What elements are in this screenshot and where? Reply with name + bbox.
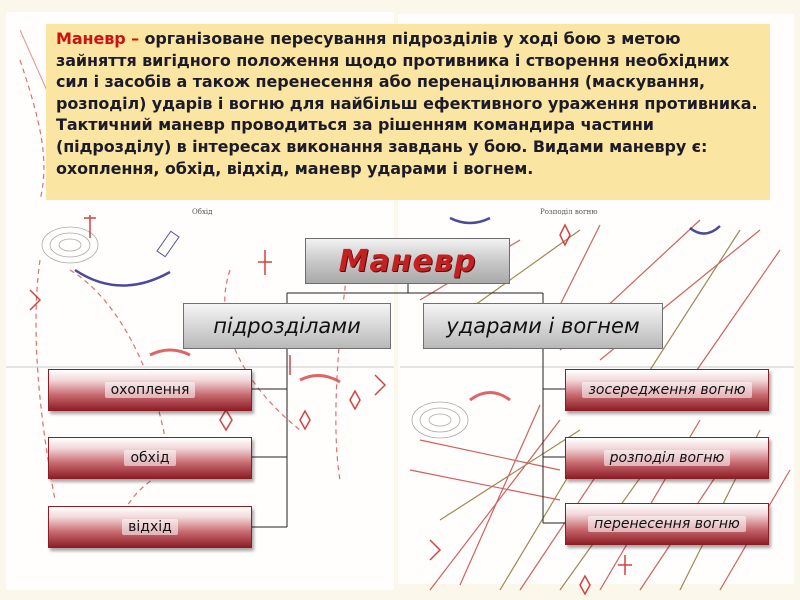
left-map-title: Обхід <box>192 208 213 216</box>
leaf-fire-distribution <box>565 437 769 479</box>
leaf-fire-concentration-label: зосередження вогню <box>582 382 751 398</box>
category-by-strikes-and-fire <box>423 303 663 349</box>
leaf-withdrawal <box>48 506 252 548</box>
root-node-maneuver <box>305 238 510 284</box>
leaf-envelopment <box>48 369 252 411</box>
category-by-units <box>183 303 391 349</box>
leaf-fire-shifting-label: перенесення вогню <box>588 516 746 532</box>
leaf-envelopment-label: охоплення <box>105 382 196 398</box>
category-by-strikes-label: ударами і вогнем <box>446 314 640 338</box>
category-by-units-label: підрозділами <box>213 314 361 338</box>
leaf-fire-shifting <box>565 503 769 545</box>
definition-term: Маневр – <box>56 29 139 48</box>
leaf-fire-concentration <box>565 369 769 411</box>
leaf-bypass <box>48 437 252 479</box>
right-map-title: Розподіл вогню <box>540 208 598 216</box>
leaf-bypass-label: обхід <box>124 450 175 466</box>
root-node-label: Маневр <box>338 243 477 279</box>
definition-text: організоване пересування підрозділів у ході бою з метою зайняття вигідного положення щодо противника і створення необхідних сил і засобів а також перенесення або перенацілювання (маскування, розподіл) ударів і вогню для найбільш ефективного ураження противника. Тактичний маневр проводиться за рішенням командира частини (підрозділу) в інтересах виконання завдань у бою. Видами маневру є: охоплення, обхід, відхід, маневр ударами і вогнем. <box>56 29 758 178</box>
leaf-withdrawal-label: відхід <box>122 519 178 535</box>
leaf-fire-distribution-label: розподіл вогню <box>604 450 731 466</box>
